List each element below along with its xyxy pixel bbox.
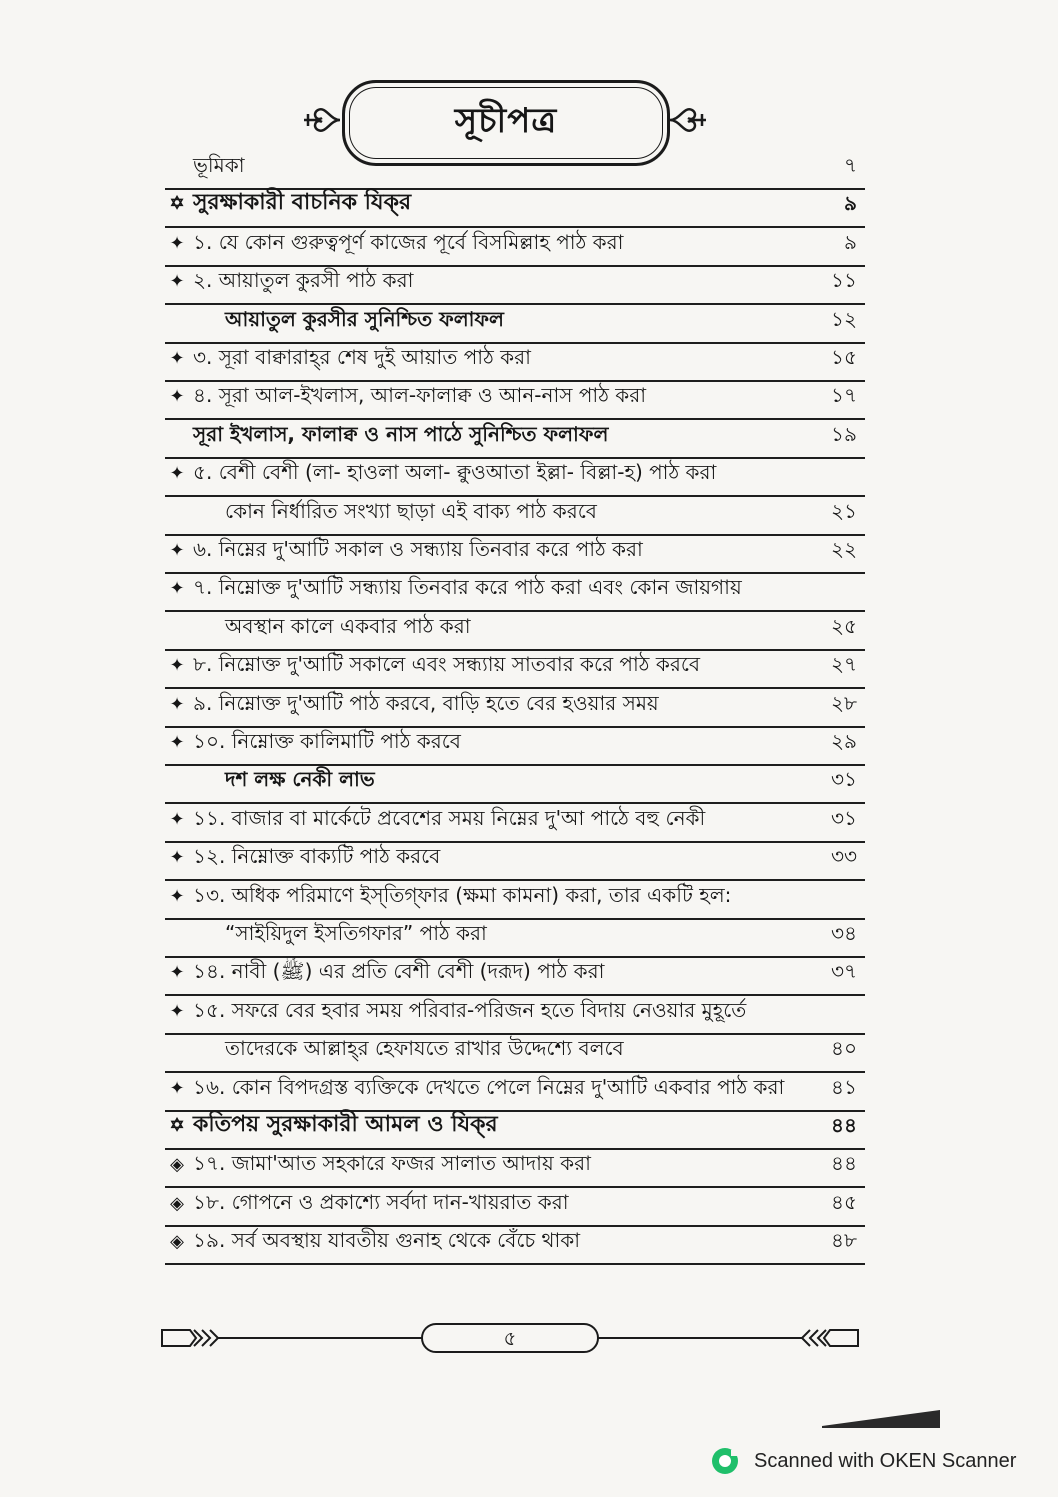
toc-row — [165, 304, 865, 344]
diamond-bullet-icon: ◈ — [170, 1231, 184, 1253]
toc-entry-text: ৪. সূরা আল-ইখলাস, আল-ফালাক্ব ও আন-নাস পাঠ করা — [193, 383, 647, 408]
toc-entry-text: ১৬. কোন বিপদগ্রস্ত ব্যক্তিকে দেখতে পেলে নিম্নের দু'আটি একবার পাঠ করা — [193, 1074, 785, 1099]
toc-page-number: ৪৪ — [831, 1113, 857, 1137]
toc-page-number: ১৭ — [831, 383, 857, 408]
scanner-watermark — [710, 1446, 1016, 1476]
toc-entry-text: ১৫. সফরে বের হবার সময় পরিবার-পরিজন হতে বিদায় নেওয়ার মুহূর্তে — [193, 997, 747, 1022]
toc-row — [165, 150, 865, 190]
toc-page-number: ৩৩ — [830, 844, 857, 869]
sparkle-bullet-icon: ✦ — [169, 1077, 185, 1099]
toc-page-number: ২৮ — [831, 690, 857, 715]
toc-row — [165, 803, 865, 843]
toc-entry-text: ৯. নিম্নোক্ত দু'আটি পাঠ করবে, বাড়ি হতে বের হওয়ার সময় — [193, 690, 659, 715]
toc-row — [165, 956, 865, 996]
sparkle-bullet-icon: ✦ — [169, 655, 185, 677]
sparkle-bullet-icon: ✦ — [169, 1000, 185, 1022]
sparkle-bullet-icon: ✦ — [169, 271, 185, 293]
sparkle-bullet-icon: ✦ — [169, 232, 185, 254]
page-title: সূচীপত্র — [454, 100, 558, 141]
toc-section-row — [165, 188, 865, 228]
toc-page-number: ৯ — [844, 191, 857, 216]
toc-page-number: ২৫ — [831, 613, 857, 638]
toc-page-number: ২১ — [831, 498, 857, 523]
toc-page-number: ৪৫ — [831, 1189, 857, 1214]
toc-entry-text: ভূমিকা — [193, 153, 245, 177]
page-number: ৫ — [503, 1326, 517, 1350]
star-bullet-icon: ✡ — [169, 193, 185, 215]
toc-entry-text: কোন নির্ধারিত সংখ্যা ছাড়া এই বাক্য পাঠ করবে — [225, 498, 597, 523]
toc-row — [165, 688, 865, 728]
toc-page-number: ১৫ — [831, 345, 857, 369]
sparkle-bullet-icon: ✦ — [169, 962, 185, 984]
toc-page-number: ৯ — [844, 229, 857, 254]
toc-entry-text: তাদেরকে আল্লাহ্‌র হেফাযতে রাখার উদ্দেশ্যে বলবে — [225, 1036, 624, 1061]
toc-page-number: ৪৪ — [831, 1151, 857, 1176]
toc-row — [165, 380, 865, 420]
toc-page-number: ৪১ — [831, 1074, 857, 1099]
toc-page-number: ১১ — [831, 268, 857, 293]
toc-entry-text: ১০. নিম্নোক্ত কালিমাটি পাঠ করবে — [193, 729, 461, 753]
page-edge-shadow — [822, 1410, 940, 1428]
toc-row — [165, 611, 865, 651]
toc-row — [165, 995, 865, 1035]
sparkle-bullet-icon: ✦ — [169, 693, 185, 715]
toc-entry-text: ১৯. সর্ব অবস্থায় যাবতীয় গুনাহ থেকে বেঁচে থাকা — [193, 1228, 581, 1253]
sparkle-bullet-icon: ✦ — [169, 348, 185, 369]
toc-entry-text: ৮. নিম্নোক্ত দু'আটি সকালে এবং সন্ধ্যায় সাতবার করে পাঠ করবে — [193, 652, 701, 677]
toc-entry-text: ১১. বাজার বা মার্কেটে প্রবেশের সময় নিম্নের দু'আ পাঠে বহু নেকী — [193, 805, 706, 830]
toc-entry-text: “সাইয়িদুল ইসতিগফার” পাঠ করা — [225, 921, 487, 945]
sparkle-bullet-icon: ✦ — [169, 885, 185, 907]
toc-row — [165, 227, 865, 267]
sparkle-bullet-icon: ✦ — [169, 847, 185, 869]
toc-row — [165, 726, 865, 766]
sparkle-bullet-icon: ✦ — [169, 540, 185, 561]
toc-row — [165, 265, 865, 305]
toc-entry-text: ৭. নিম্নোক্ত দু'আটি সন্ধ্যায় তিনবার করে পাঠ করা এবং কোন জায়গায় — [193, 575, 742, 600]
toc-page-number: ১২ — [831, 306, 857, 331]
footer-ornament — [160, 1318, 860, 1358]
sparkle-bullet-icon: ✦ — [169, 808, 185, 830]
toc-entry-text: ৬. নিম্নের দু'আটি সকাল ও সন্ধ্যায় তিনবার করে পাঠ করা — [193, 537, 643, 561]
toc-entry-text: ১. যে কোন গুরুত্বপূর্ণ কাজের পূর্বে বিসমিল্লাহ পাঠ করা — [193, 229, 624, 254]
toc-page-number: ৩৭ — [830, 959, 857, 984]
toc-row — [165, 1225, 865, 1265]
toc-row — [165, 419, 865, 459]
toc-entry-text: ১৮. গোপনে ও প্রকাশ্যে সর্বদা দান-খায়রাত করা — [193, 1189, 569, 1214]
toc-entry-text: ১৭. জামা'আত সহকারে ফজর সালাত আদায় করা — [193, 1151, 591, 1176]
toc-page-number: ৩১ — [831, 767, 857, 792]
toc-entry-text: ৩. সূরা বাক্বারাহ্‌র শেষ দুই আয়াত পাঠ করা — [193, 345, 531, 369]
toc-row — [165, 496, 865, 536]
toc-row — [165, 649, 865, 689]
left-flourish-icon — [300, 100, 342, 140]
toc-entry-text: ৫. বেশী বেশী (লা- হাওলা অলা- ক্বুওআতা ইল্লা- বিল্লা-হ) পাঠ করা — [193, 460, 717, 485]
toc-row — [165, 880, 865, 920]
toc-entry-text: অবস্থান কালে একবার পাঠ করা — [225, 613, 471, 638]
toc-page-number: ৪৮ — [831, 1228, 857, 1253]
toc-section-row — [165, 1110, 865, 1150]
sparkle-bullet-icon: ✦ — [169, 578, 185, 600]
toc-entry-text: ১৪. নাবী (ﷺ) এর প্রতি বেশী বেশী (দরূদ) পাঠ করা — [193, 959, 605, 984]
toc-row — [165, 764, 865, 804]
toc-entry-text: সুরক্ষাকারী বাচনিক যিক্‌র — [193, 189, 412, 216]
toc-entry-text: সূরা ইখলাস, ফালাক্ব ও নাস পাঠে সুনিশ্চিত ফলাফল — [193, 421, 609, 446]
toc-page-number: ৭ — [843, 153, 857, 177]
toc-page-number: ৪০ — [831, 1036, 857, 1061]
toc-row — [165, 841, 865, 881]
toc-row — [165, 457, 865, 497]
toc-row — [165, 918, 865, 958]
toc-row — [165, 1187, 865, 1227]
diamond-bullet-icon: ◈ — [170, 1192, 184, 1214]
scanner-logo-icon — [710, 1446, 740, 1476]
diamond-bullet-icon: ◈ — [170, 1154, 184, 1176]
toc-page-number: ১৯ — [831, 421, 857, 446]
toc-row — [165, 1148, 865, 1188]
sparkle-bullet-icon: ✦ — [169, 732, 185, 753]
toc-entry-text: আয়াতুল কুরসীর সুনিশ্চিত ফলাফল — [225, 306, 504, 331]
toc-row — [165, 1033, 865, 1073]
toc-page-number: ৩১ — [831, 805, 857, 830]
toc-entry-text: ২. আয়াতুল কুরসী পাঠ করা — [193, 268, 414, 293]
sparkle-bullet-icon: ✦ — [169, 463, 185, 485]
toc-row — [165, 572, 865, 612]
toc-page-number: ২৭ — [830, 652, 857, 677]
toc-entry-text: দশ লক্ষ নেকী লাভ — [225, 767, 375, 792]
toc-entry-text: ১২. নিম্নোক্ত বাক্যটি পাঠ করবে — [193, 844, 441, 869]
scanner-label: Scanned with OKEN Scanner — [754, 1449, 1017, 1472]
toc-page-number: ২২ — [830, 537, 857, 561]
star-bullet-icon: ✡ — [169, 1115, 185, 1136]
toc-entry-text: কতিপয় সুরক্ষাকারী আমল ও যিক্‌র — [193, 1111, 498, 1137]
right-flourish-icon — [668, 100, 710, 140]
toc-page-number: ৩৪ — [831, 921, 857, 945]
toc-row — [165, 1072, 865, 1112]
toc-row — [165, 534, 865, 574]
sparkle-bullet-icon: ✦ — [169, 386, 185, 408]
toc-row — [165, 342, 865, 382]
toc-page-number: ২৯ — [831, 729, 857, 753]
toc-entry-text: ১৩. অধিক পরিমাণে ইস্‌তিগ্‌ফার (ক্ষমা কামনা) করা, তার একটি হল: — [193, 882, 732, 907]
